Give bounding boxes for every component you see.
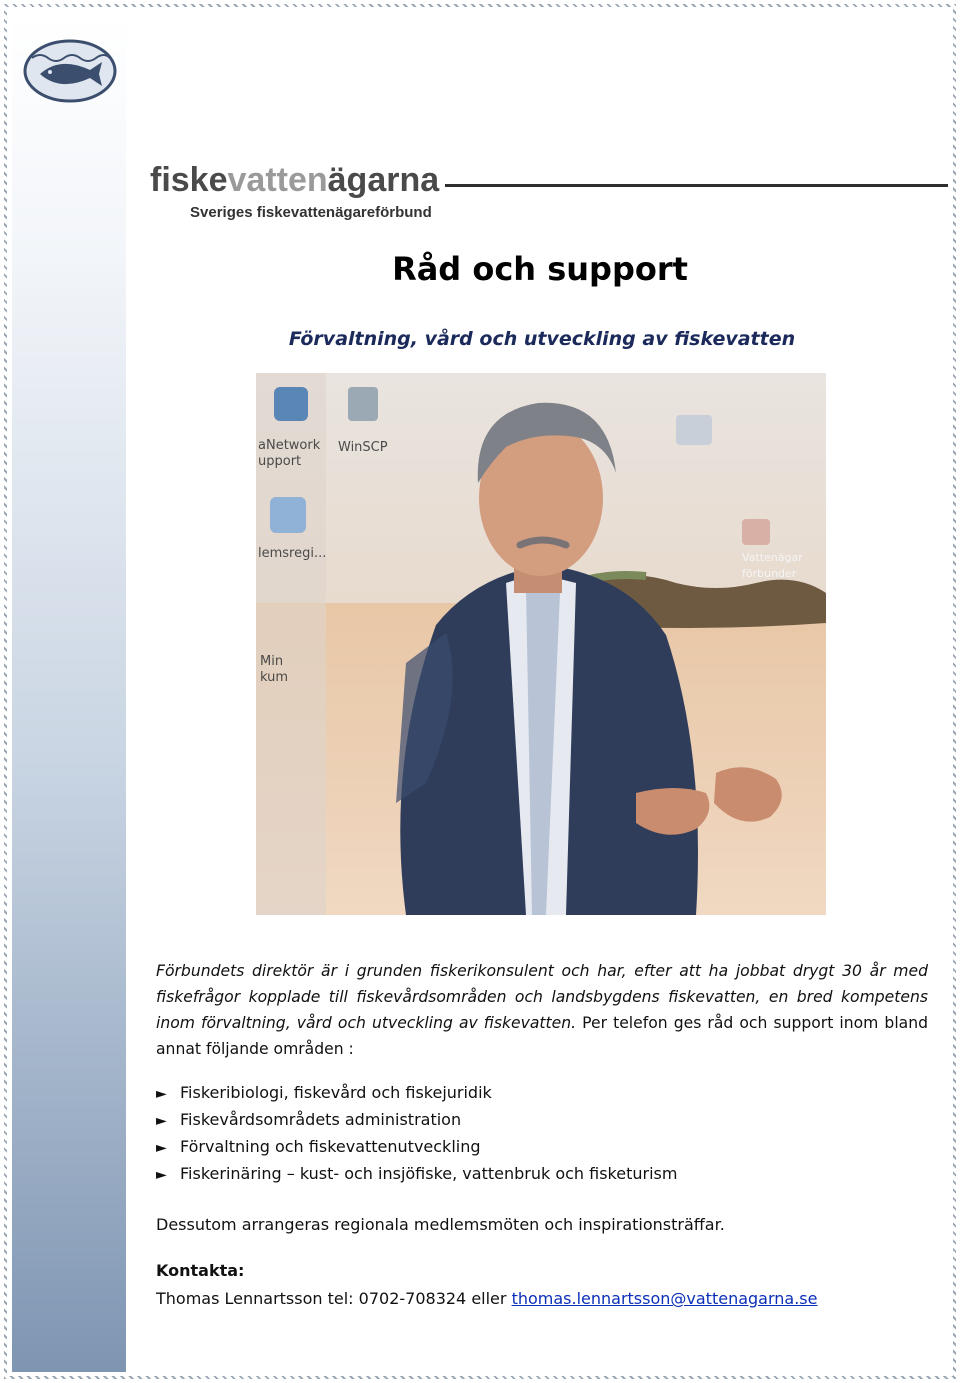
- list-item: [156, 1080, 677, 1107]
- triangle-bullet-icon: ►: [156, 1140, 167, 1156]
- presenter-photo: [256, 373, 826, 915]
- intro-paragraph: [156, 958, 928, 1062]
- intro-italic-text: Förbundets direktör är i grunden fiskerikonsulent och har, efter att ha jobbat drygt 30 år med fiskefrågor kopplade till fiskevårdsområden och landsbygdens fiskevatten, en bred kompetens inom förvaltning, vård och utveckling av fiskevatten.: [156, 962, 928, 1032]
- screen-text-5: Min: [260, 654, 284, 669]
- brand-wordmark: [150, 162, 445, 198]
- page-title: Råd och support: [392, 250, 688, 288]
- brand-tagline: Sveriges fiskevattenägareförbund: [190, 204, 432, 221]
- list-item-text: Fiskeribiologi, fiskevård och fiskejuridik: [180, 1083, 492, 1102]
- list-item-text: Fiskerinäring – kust- och insjöfiske, vattenbruk och fisketurism: [180, 1164, 678, 1183]
- wordmark-vatten: vatten: [227, 161, 328, 199]
- list-item-text: Fiskevårdsområdets administration: [180, 1110, 462, 1129]
- intro-normal-text: Per telefon ges råd och support inom bland annat följande områden :: [156, 1014, 928, 1058]
- screen-text-8: förbunder: [742, 567, 797, 580]
- screen-text-4: lemsregi...: [258, 546, 327, 561]
- wordmark-fiske: fiske: [150, 161, 228, 199]
- presenter-photo-illustration: [256, 373, 826, 915]
- triangle-bullet-icon: ►: [156, 1086, 167, 1102]
- page-subtitle: Förvaltning, vård och utveckling av fiskevatten: [288, 328, 796, 350]
- list-item-text: Förvaltning och fiskevattenutveckling: [180, 1137, 481, 1156]
- list-item: [156, 1134, 677, 1161]
- contact-text: Thomas Lennartsson tel: 0702-708324 eller: [156, 1289, 512, 1308]
- screen-text-6: kum: [260, 670, 289, 685]
- triangle-bullet-icon: ►: [156, 1167, 167, 1183]
- fish-emblem-icon: [22, 38, 118, 104]
- screen-text-7: Vattenägar: [742, 551, 803, 564]
- screen-text-1: aNetwork: [258, 438, 321, 453]
- support-areas-list: [156, 1080, 677, 1188]
- screen-text-2: upport: [258, 454, 302, 469]
- wordmark-agarna: ägarna: [327, 161, 440, 199]
- contact-line: [156, 1286, 817, 1312]
- list-item: [156, 1107, 677, 1134]
- side-gradient-band: [12, 12, 126, 1372]
- meetings-text: Dessutom arrangeras regionala medlemsmöten och inspirationsträffar.: [156, 1215, 725, 1234]
- screen-text-3: WinSCP: [338, 440, 388, 455]
- list-item: [156, 1161, 677, 1188]
- email-link[interactable]: thomas.lennartsson@vattenagarna.se: [511, 1289, 818, 1308]
- triangle-bullet-icon: ►: [156, 1113, 167, 1129]
- contact-heading: Kontakta:: [156, 1261, 245, 1280]
